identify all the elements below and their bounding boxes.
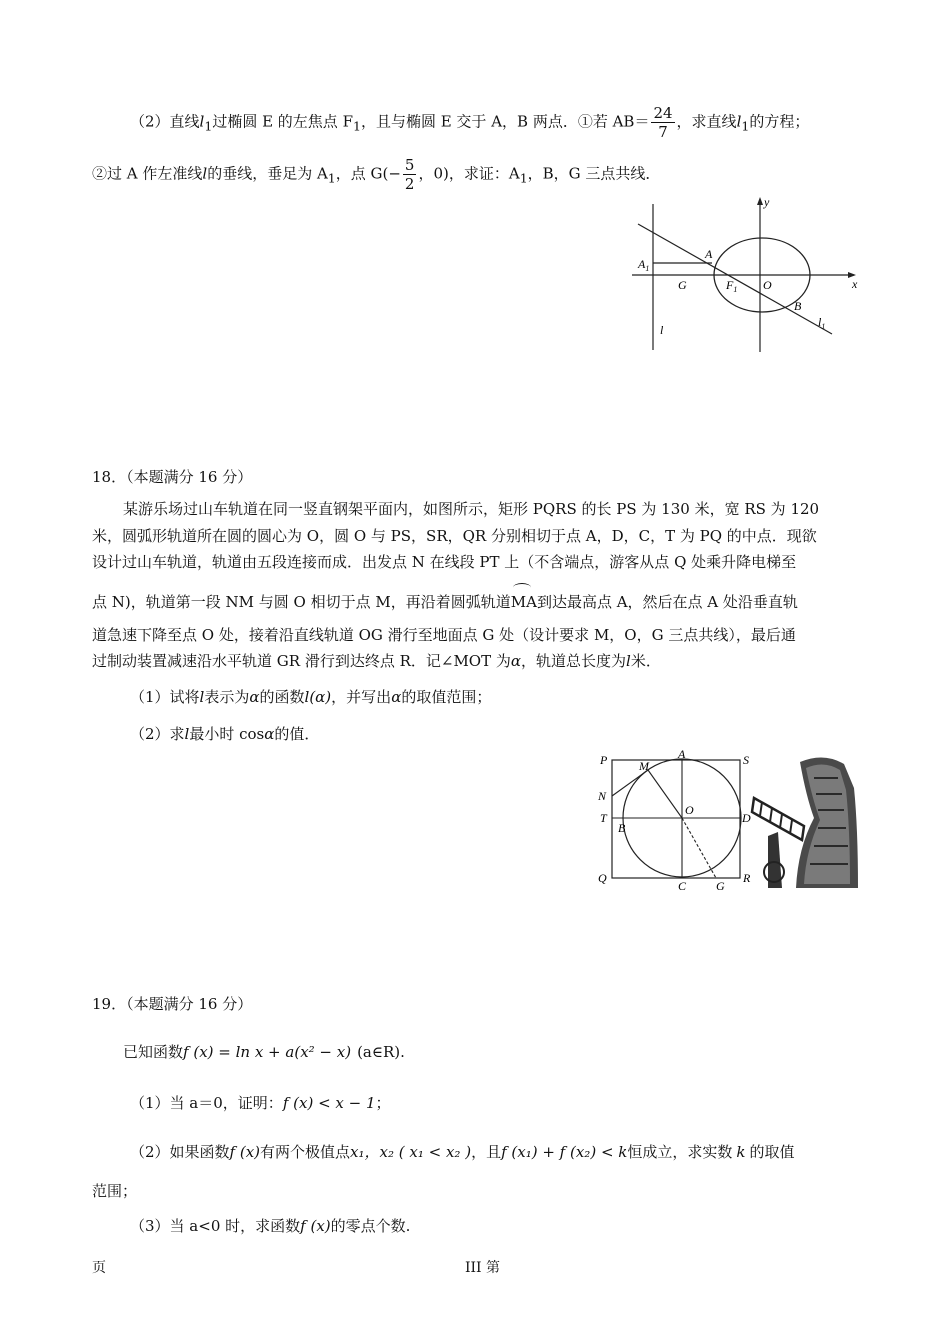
q18-p4a: 点 N)，轨道第一段 NM 与圆 O 相切于点 M，再沿着圆弧轨道 <box>92 593 511 611</box>
a1-subscript-2: 1 <box>519 170 528 186</box>
q18-p4b: 到达最高点 A，然后在点 A 处沿垂直轨 <box>536 593 798 611</box>
q18-para-line5: 道急速下降至点 O 处，接着沿直线轨道 OG 滑行至地面点 G 处（设计要求 M，O，G 三点共线），最后通 <box>92 626 796 644</box>
q19-intro <box>123 1042 405 1062</box>
label-a1-main: A <box>638 257 646 271</box>
label-y: y <box>764 195 770 209</box>
label-l1-main: l <box>818 315 822 329</box>
fig2-g: G <box>716 879 725 893</box>
fig2-s: S <box>743 753 749 767</box>
g-fraction <box>403 156 417 193</box>
q17-label: （2）直线 <box>130 112 200 131</box>
q17-part2-line1 <box>130 104 809 141</box>
fig2-p: P <box>600 753 608 767</box>
q17-line2-d: ，0)，求证：A <box>418 164 520 183</box>
l1-subscript: 1 <box>204 118 213 134</box>
footer-left: 页 <box>92 1260 106 1276</box>
q19-s2-k: k <box>736 1143 746 1161</box>
q18-s1-alpha2: α <box>391 688 402 706</box>
fig2-q: Q <box>598 871 607 885</box>
label-b: B <box>794 299 802 313</box>
q17-line2-e: ，B，G 三点共线． <box>527 164 661 183</box>
l1-symbol-2: l <box>736 112 742 131</box>
y-axis-arrow <box>757 197 763 205</box>
q19-s2-x1: x₁， <box>350 1143 380 1161</box>
ab-fraction <box>651 104 674 141</box>
fig2-r: R <box>743 871 751 885</box>
q18-para-line1: 某游乐场过山车轨道在同一竖直钢架平面内，如图所示，矩形 PQRS 的长 PS 为 130 米，宽 RS 为 120 <box>123 500 820 518</box>
q19-intro-b: (a∈R). <box>357 1043 405 1061</box>
q19-header: 19．（本题满分 16 分） <box>92 995 253 1013</box>
q19-sub2-line1 <box>130 1142 795 1162</box>
fig2-d: D <box>742 811 751 825</box>
q18-s1c: 的函数 <box>259 688 305 706</box>
q18-s1-func: l(α) <box>304 688 332 706</box>
q19-sub3 <box>130 1216 410 1236</box>
q18-para-line2: 米，圆弧形轨道所在圆的圆心为 O，圆 O 与 PS，SR，QR 分别相切于点 A，D，C，T 为 PQ 的中点．现欲 <box>92 527 817 545</box>
label-l: l <box>660 323 664 337</box>
q19-sub1 <box>130 1093 391 1113</box>
q17-text-b: ，且与椭圆 E 交于 A，B 两点．①若 AB＝ <box>360 112 650 131</box>
f1-subscript: 1 <box>352 118 361 134</box>
ab-denominator: 7 <box>658 123 668 141</box>
segment-mo <box>648 770 682 818</box>
q18-s1-l: l <box>199 688 205 706</box>
arc-label: MA <box>510 593 537 611</box>
q18-p6a: 过制动装置减速沿水平轨道 GR 滑行到达终点 R．记∠MOT 为 <box>92 652 511 670</box>
q18-s1b: 表示为 <box>204 688 250 706</box>
label-o: O <box>763 278 772 292</box>
l1-subscript-2: 1 <box>741 118 750 134</box>
q19-sub2-line2: 范围； <box>92 1182 138 1200</box>
arc-ma <box>511 592 537 612</box>
q19-s3a: （3）当 a<0 时，求函数 <box>130 1217 301 1235</box>
label-a1-sub: 1 <box>645 264 650 273</box>
q17-text-c: ，求直线 <box>676 112 737 131</box>
q18-para-line6 <box>92 651 661 671</box>
q17-part2-line2 <box>92 156 660 193</box>
a1-subscript: 1 <box>327 170 336 186</box>
alpha-symbol: α <box>510 652 522 670</box>
arc-mark <box>513 583 531 592</box>
label-f1-main: F <box>726 278 734 292</box>
g-denominator: 2 <box>404 175 415 193</box>
q18-s2a: （2）求 <box>130 725 185 743</box>
q18-s1d: ，并写出 <box>331 688 392 706</box>
q18-header: 18．（本题满分 16 分） <box>92 468 253 486</box>
rollercoaster-photo <box>752 757 858 888</box>
q18-p6b: ，轨道总长度为 <box>521 652 627 670</box>
q18-s2c: 的值． <box>274 725 320 743</box>
q19-s1a: （1）当 a＝0，证明： <box>130 1094 283 1112</box>
rollercoaster-figure <box>592 748 862 896</box>
ab-numerator: 24 <box>653 104 673 122</box>
fig2-m: M <box>639 759 649 773</box>
q18-p6c: 米． <box>630 652 661 670</box>
q19-s3-fx: f (x) <box>300 1217 331 1235</box>
q19-s2d: 恒成立，求实数 <box>627 1143 733 1161</box>
q17-text-d: 的方程； <box>749 112 810 131</box>
label-l1 <box>818 315 825 331</box>
q19-s2b: 有两个极值点 <box>260 1143 351 1161</box>
fig2-a: A <box>678 748 686 761</box>
q19-s2-x2: x₂ ( x₁ < x₂ ) <box>379 1143 472 1161</box>
fig2-b: B <box>618 821 626 835</box>
q18-s2-alpha: α <box>264 725 275 743</box>
q18-s1-alpha: α <box>249 688 260 706</box>
q17-line2-b: 的垂线，垂足为 A <box>207 164 328 183</box>
fig2-t: T <box>600 811 607 825</box>
label-x: x <box>852 277 858 291</box>
q19-s1-ineq: f (x) < x − 1 <box>282 1094 376 1112</box>
footer-center: III 第 <box>465 1260 501 1276</box>
q19-intro-a: 已知函数 <box>123 1043 184 1061</box>
q17-line2-c: ，点 G(− <box>335 164 401 183</box>
l-symbol: l <box>202 164 208 183</box>
q18-s1e: 的取值范围； <box>401 688 492 706</box>
q18-para-line3: 设计过山车轨道，轨道由五段连接而成．出发点 N 在线段 PT 上（不含端点，游客从点 Q 处乘升降电梯至 <box>92 553 797 571</box>
q19-s2-fx: f (x) <box>229 1143 261 1161</box>
tangent-nm <box>612 770 648 796</box>
q17-line2-a: ②过 A 作左准线 <box>92 164 203 183</box>
q19-s2-ineq: f (x₁) + f (x₂) < k <box>501 1143 628 1161</box>
label-g: G <box>678 278 687 292</box>
q19-s2c: ，且 <box>471 1143 502 1161</box>
q18-s2-l: l <box>184 725 190 743</box>
fig2-c: C <box>678 879 687 893</box>
q18-sub1 <box>130 687 491 707</box>
rect-pqrs <box>612 760 740 878</box>
q18-s1a: （1）试将 <box>130 688 200 706</box>
q17-text-a: 过椭圆 E 的左焦点 F <box>212 112 353 131</box>
l-symbol-q18: l <box>626 652 631 670</box>
label-a1 <box>637 257 649 273</box>
q18-s2b: 最小时 cos <box>189 725 265 743</box>
label-l1-sub: 1 <box>821 322 826 331</box>
fig2-n: N <box>598 789 607 803</box>
line-l1 <box>638 224 832 334</box>
ellipse-figure <box>620 192 870 357</box>
q18-para-line4 <box>92 592 798 612</box>
q19-s2e: 的取值 <box>749 1143 795 1161</box>
label-a: A <box>705 247 713 261</box>
q19-s1b: ； <box>375 1094 391 1112</box>
label-f1 <box>725 278 737 294</box>
q19-s2a: （2）如果函数 <box>130 1143 230 1161</box>
q19-s3b: 的零点个数. <box>330 1217 411 1235</box>
g-numerator: 5 <box>404 156 415 174</box>
l1-symbol: l <box>199 112 205 131</box>
q19-function-def: f (x) = ln x + a(x² − x) <box>183 1043 352 1061</box>
label-f1-sub: 1 <box>733 285 738 294</box>
fig2-o: O <box>685 803 694 817</box>
q18-sub2 <box>130 724 319 744</box>
